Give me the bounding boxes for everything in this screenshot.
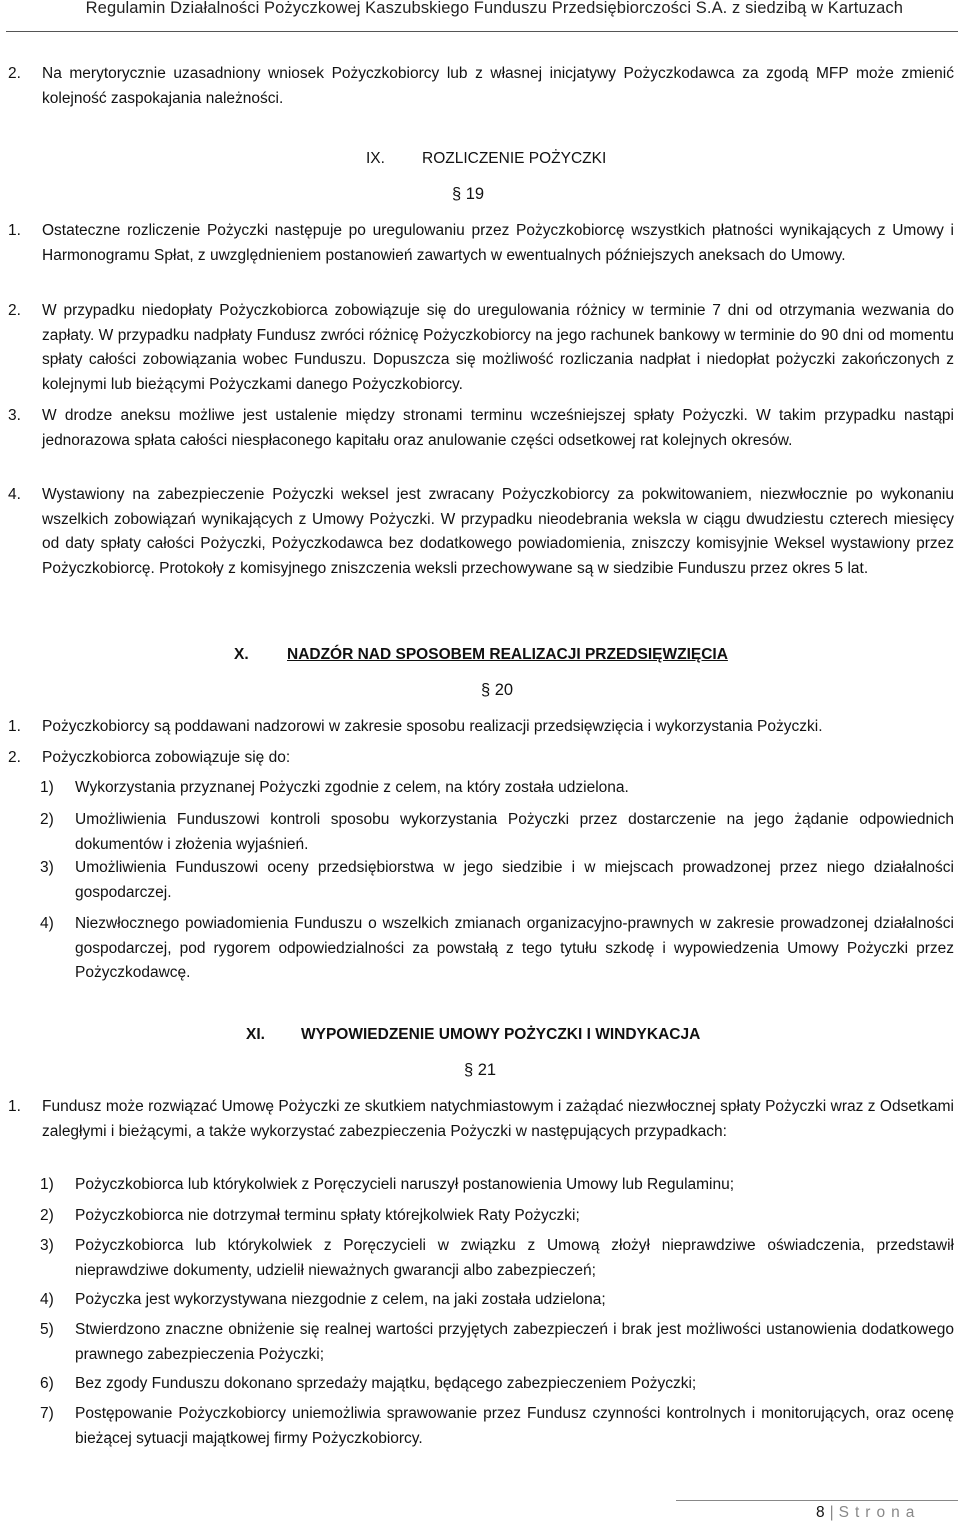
sub-item-text: Niezwłocznego powiadomienia Funduszu o wszelkich zmianach organizacyjno-prawnych w zakresie prowadzonej działalności gospodarczej, pod rygorem odpowiedzialności za powstałą z tego tytułu szkodę i wypowiedzenia Umowy Pożyczki przez Pożyczkodawcę. (75, 915, 954, 981)
sub-item-number: 3) (40, 1237, 54, 1254)
footer-separator: | (829, 1504, 834, 1521)
item-number: 4. (8, 486, 21, 503)
list-item (8, 219, 954, 268)
sub-item-text: Pożyczka jest wykorzystywana niezgodnie z celem, na jaki została udzielona; (75, 1291, 606, 1308)
sub-item (40, 776, 954, 801)
page-label: Strona (838, 1504, 921, 1521)
list-item (8, 715, 954, 740)
sub-item (40, 1318, 954, 1367)
paragraph-sign: § 20 (481, 681, 514, 699)
paragraph-sign: § 21 (464, 1061, 497, 1079)
sub-item-text: Umożliwienia Funduszowi oceny przedsiębiorstwa w jego siedzibie i w miejscach prowadzonej przez niego działalności gospodarczej. (75, 859, 954, 901)
sub-item (40, 856, 954, 905)
section-title: WYPOWIEDZENIE UMOWY POŻYCZKI I WINDYKACJA (301, 1026, 701, 1043)
sub-item-text: Bez zgody Funduszu dokonano sprzedaży majątku, będącego zabezpieczeniem Pożyczki; (75, 1375, 697, 1392)
sub-item (40, 808, 954, 857)
list-item (8, 404, 954, 453)
sub-item-number: 1) (40, 1176, 54, 1193)
sub-item (40, 912, 954, 986)
item-text: Ostateczne rozliczenie Pożyczki następuje po uregulowaniu przez Pożyczkobiorcę wszystkich płatności wynikających z Umowy i Harmonogramu Spłat, z uwzględnieniem postanowień zawartych w ewentualnych późniejszych aneksach do Umowy. (42, 222, 954, 264)
item-text: Na merytorycznie uzasadniony wniosek Pożyczkobiorcy lub z własnej inicjatywy Pożyczkodawca za zgodą MFP może zmienić kolejność zaspokajania należności. (42, 65, 954, 107)
list-item (8, 746, 954, 771)
item-number: 2. (8, 302, 21, 319)
paragraph-sign: § 19 (452, 185, 485, 203)
sub-item-text: Pożyczkobiorca nie dotrzymał terminu spłaty którejkolwiek Raty Pożyczki; (75, 1207, 580, 1224)
item-text: Wystawiony na zabezpieczenie Pożyczki weksel jest zwracany Pożyczkobiorcy za pokwitowaniem, niezwłocznie po wykonaniu wszelkich zobowiązań wynikających z Umowy Pożyczki. W przypadku nieodebrania weksla w ciągu dwudziestu czterech miesięcy od daty spłaty całości Pożyczki, Pożyczkodawca bez dodatkowego powiadomienia, zniszczy komisyjnie Weksel wystawiony przez Pożyczkobiorcę. Protokoły z komisyjnego zniszczenia weksli przechowywane są w siedzibie Funduszu przez okres 5 lat. (42, 486, 954, 577)
sub-item-number: 6) (40, 1375, 54, 1392)
sub-item-number: 5) (40, 1321, 54, 1338)
item-number: 2. (8, 65, 21, 82)
section-number: IX. (366, 150, 385, 167)
page-header: Regulamin Działalności Pożyczkowej Kaszubskiego Funduszu Przedsiębiorczości S.A. z siedzibą w Kartuzach (85, 0, 903, 17)
section-title: ROZLICZENIE POŻYCZKI (422, 150, 607, 167)
sub-item-number: 2) (40, 1207, 54, 1224)
sub-item (40, 1234, 954, 1283)
intro-paragraph (8, 62, 954, 111)
sub-item-text: Pożyczkobiorca lub którykolwiek z Poręczycieli w związku z Umową złożył nieprawdziwe oświadczenia, przedstawił nieprawdziwe dokumenty, udzielił nieważnych gwarancji albo zabezpieczeń; (75, 1237, 954, 1279)
sub-item-number: 4) (40, 915, 54, 932)
list-item (8, 299, 954, 397)
page-footer (816, 1504, 920, 1522)
item-number: 3. (8, 407, 21, 424)
section-number: XI. (246, 1026, 265, 1043)
section-number: X. (234, 646, 249, 663)
sub-item-text: Umożliwienia Funduszowi kontroli sposobu wykorzystania Pożyczki przez dostarczenie na jego żądanie odpowiednich dokumentów i złożenia wyjaśnień. (75, 811, 954, 853)
sub-item (40, 1372, 954, 1397)
sub-item (40, 1288, 954, 1313)
header-rule (6, 31, 958, 32)
page-number: 8 (816, 1504, 825, 1521)
sub-item-number: 1) (40, 779, 54, 796)
sub-item-text: Postępowanie Pożyczkobiorcy uniemożliwia sprawowanie przez Fundusz czynności kontrolnych i monitorujących, oraz ocenę bieżącej sytuacji majątkowej firmy Pożyczkobiorcy. (75, 1405, 954, 1447)
section-title: NADZÓR NAD SPOSOBEM REALIZACJI PRZEDSIĘWZIĘCIA (287, 646, 728, 663)
footer-rule (676, 1500, 958, 1501)
item-number: 1. (8, 718, 21, 735)
sub-item-text: Wykorzystania przyznanej Pożyczki zgodnie z celem, na który została udzielona. (75, 779, 629, 796)
sub-item-number: 7) (40, 1405, 54, 1422)
sub-item (40, 1173, 954, 1198)
item-number: 1. (8, 1098, 21, 1115)
item-text: Pożyczkobiorcy są poddawani nadzorowi w zakresie sposobu realizacji przedsięwzięcia i wykorzystania Pożyczki. (42, 718, 823, 735)
sub-item-text: Stwierdzono znaczne obniżenie się realnej wartości przyjętych zabezpieczeń i brak jest możliwości ustanowienia dodatkowego prawnego zabezpieczenia Pożyczki; (75, 1321, 954, 1363)
list-item (8, 1095, 954, 1144)
sub-item-number: 4) (40, 1291, 54, 1308)
sub-item (40, 1204, 954, 1229)
item-number: 2. (8, 749, 21, 766)
item-text: Fundusz może rozwiązać Umowę Pożyczki ze skutkiem natychmiastowym i zażądać niezwłocznej spłaty Pożyczki wraz z Odsetkami zaległymi i bieżącymi, a także wykorzystać zabezpieczenia Pożyczki w następujących przypadkach: (42, 1098, 954, 1140)
item-number: 1. (8, 222, 21, 239)
list-item (8, 483, 954, 581)
sub-item-number: 3) (40, 859, 54, 876)
item-text: Pożyczkobiorca zobowiązuje się do: (42, 749, 291, 766)
item-text: W drodze aneksu możliwe jest ustalenie między stronami terminu wcześniejszej spłaty Pożyczki. W takim przypadku nastąpi jednorazowa spłata całości niespłaconego kapitału oraz anulowanie części odsetkowej rat kolejnych okresów. (42, 407, 954, 449)
sub-item-number: 2) (40, 811, 54, 828)
sub-item-text: Pożyczkobiorca lub którykolwiek z Poręczycieli naruszył postanowienia Umowy lub Regulaminu; (75, 1176, 735, 1193)
item-text: W przypadku niedopłaty Pożyczkobiorca zobowiązuje się do uregulowania różnicy w terminie 7 dni od otrzymania wezwania do zapłaty. W przypadku nadpłaty Fundusz zwróci różnicę Pożyczkobiorcy na jego rachunek bankowy w terminie do 90 dni od momentu spłaty całości zobowiązania wobec Funduszu. Dopuszcza się możliwość rozliczania nadpłat i niedopłat pożyczki zakończonych z kolejnymi lub bieżącymi Pożyczkami danego Pożyczkobiorcy. (42, 302, 954, 393)
sub-item (40, 1402, 954, 1451)
